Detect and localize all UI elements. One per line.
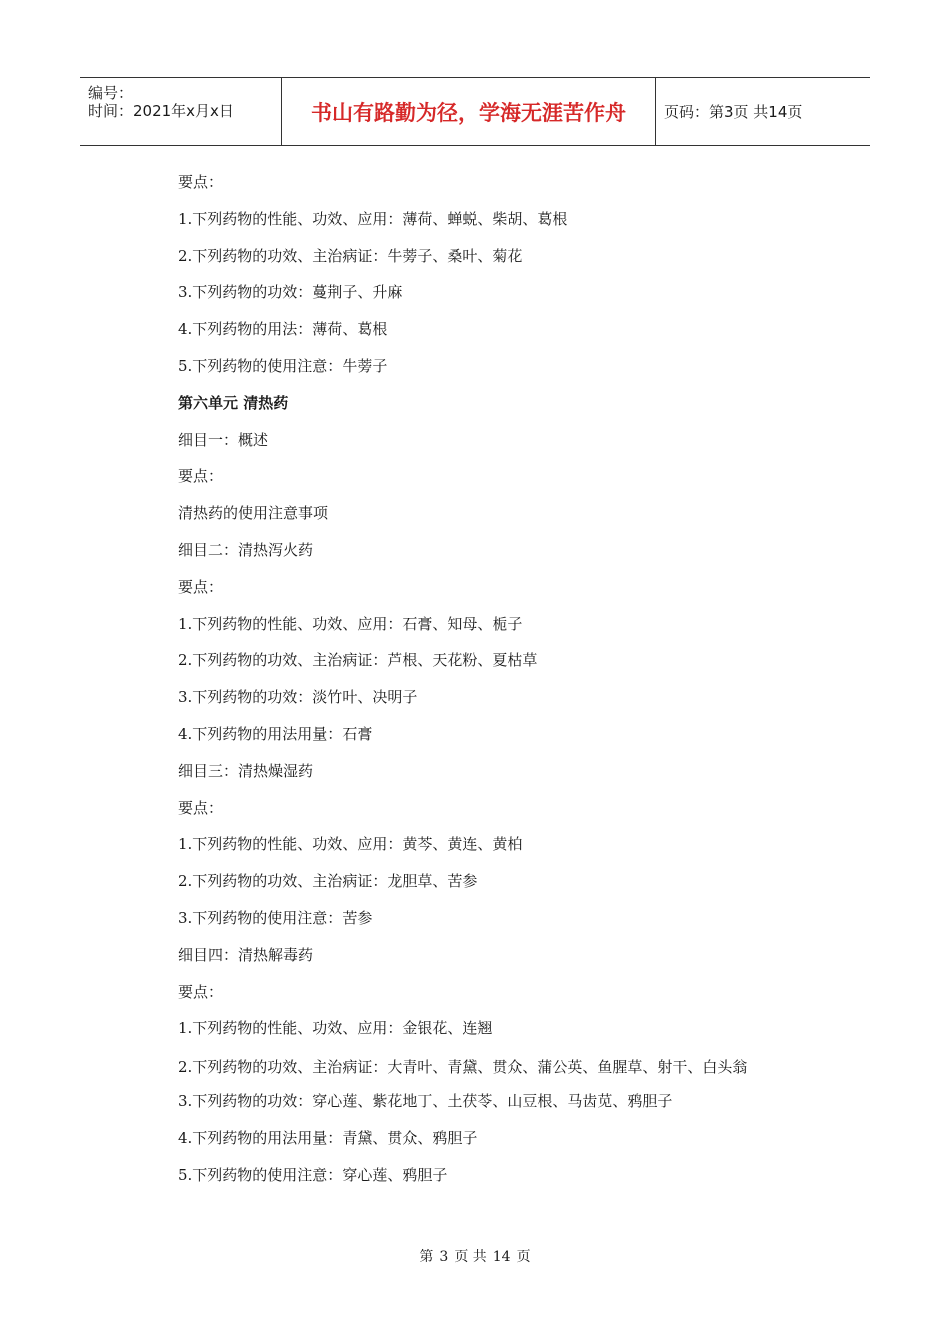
text-line: 细目四：清热解毒药 [178, 945, 314, 964]
footer-total-pages: 14 [492, 1249, 511, 1265]
text-line: 2.下列药物的功效、主治病证：龙胆草、苦参 [178, 872, 478, 891]
footer-suffix: 页 [516, 1249, 531, 1265]
header-page-info: 页码：第3页 共14页 [664, 103, 803, 121]
footer-current-page: 3 [439, 1249, 449, 1265]
header-slogan: 书山有路勤为径，学海无涯苦作舟 [281, 78, 656, 145]
text-line: 3.下列药物的功效：穿心莲、紫花地丁、土茯苓、山豆根、马齿苋、鸦胆子 [178, 1092, 673, 1111]
text-line: 4.下列药物的用法：薄荷、葛根 [178, 320, 388, 339]
text-line: 1.下列药物的性能、功效、应用：黄芩、黄连、黄柏 [178, 835, 523, 854]
text-line-wrapped: 2.下列药物的功效、主治病证：大青叶、青黛、贯众、蒲公英、鱼腥草、射干、白头翁 [178, 1058, 748, 1077]
text-line: 1.下列药物的性能、功效、应用：金银花、连翘 [178, 1019, 493, 1038]
text-line: 4.下列药物的用法用量：石膏 [178, 724, 373, 743]
page-footer [0, 1246, 950, 1266]
document-body [145, 172, 810, 1202]
text-line: 5.下列药物的使用注意：牛蒡子 [178, 356, 388, 375]
text-line: 细目三：清热燥湿药 [178, 761, 314, 780]
text-line: 1.下列药物的性能、功效、应用：薄荷、蝉蜕、柴胡、葛根 [178, 209, 568, 228]
text-line: 细目一：概述 [178, 430, 269, 449]
text-line: 4.下列药物的用法用量：青黛、贯众、鸦胆子 [178, 1128, 478, 1147]
text-line: 要点： [178, 467, 224, 486]
text-line: 3.下列药物的使用注意：苦参 [178, 908, 373, 927]
section-heading: 第六单元 清热药 [178, 393, 289, 412]
footer-prefix: 第 [419, 1249, 434, 1265]
text-line: 3.下列药物的功效：蔓荆子、升麻 [178, 283, 403, 302]
text-line: 要点： [178, 173, 224, 191]
text-line: 细目二：清热泻火药 [178, 540, 314, 559]
header-meta [80, 78, 280, 145]
text-line: 要点： [178, 982, 224, 1001]
text-line: 要点： [178, 798, 224, 817]
footer-middle: 页 共 [454, 1249, 487, 1265]
text-line: 2.下列药物的功效、主治病证：芦根、天花粉、夏枯草 [178, 651, 538, 670]
text-line: 3.下列药物的功效：淡竹叶、决明子 [178, 688, 418, 707]
text-line: 5.下列药物的使用注意：穿心莲、鸦胆子 [178, 1165, 448, 1184]
code-label: 编号： [88, 84, 134, 102]
text-line: 1.下列药物的性能、功效、应用：石膏、知母、栀子 [178, 614, 523, 633]
text-line: 清热药的使用注意事项 [178, 504, 329, 523]
text-line: 2.下列药物的功效、主治病证：牛蒡子、桑叶、菊花 [178, 246, 523, 265]
time-label: 时间：2021年x月x日 [88, 102, 234, 120]
page-header [80, 77, 870, 146]
text-line: 要点： [178, 577, 224, 596]
